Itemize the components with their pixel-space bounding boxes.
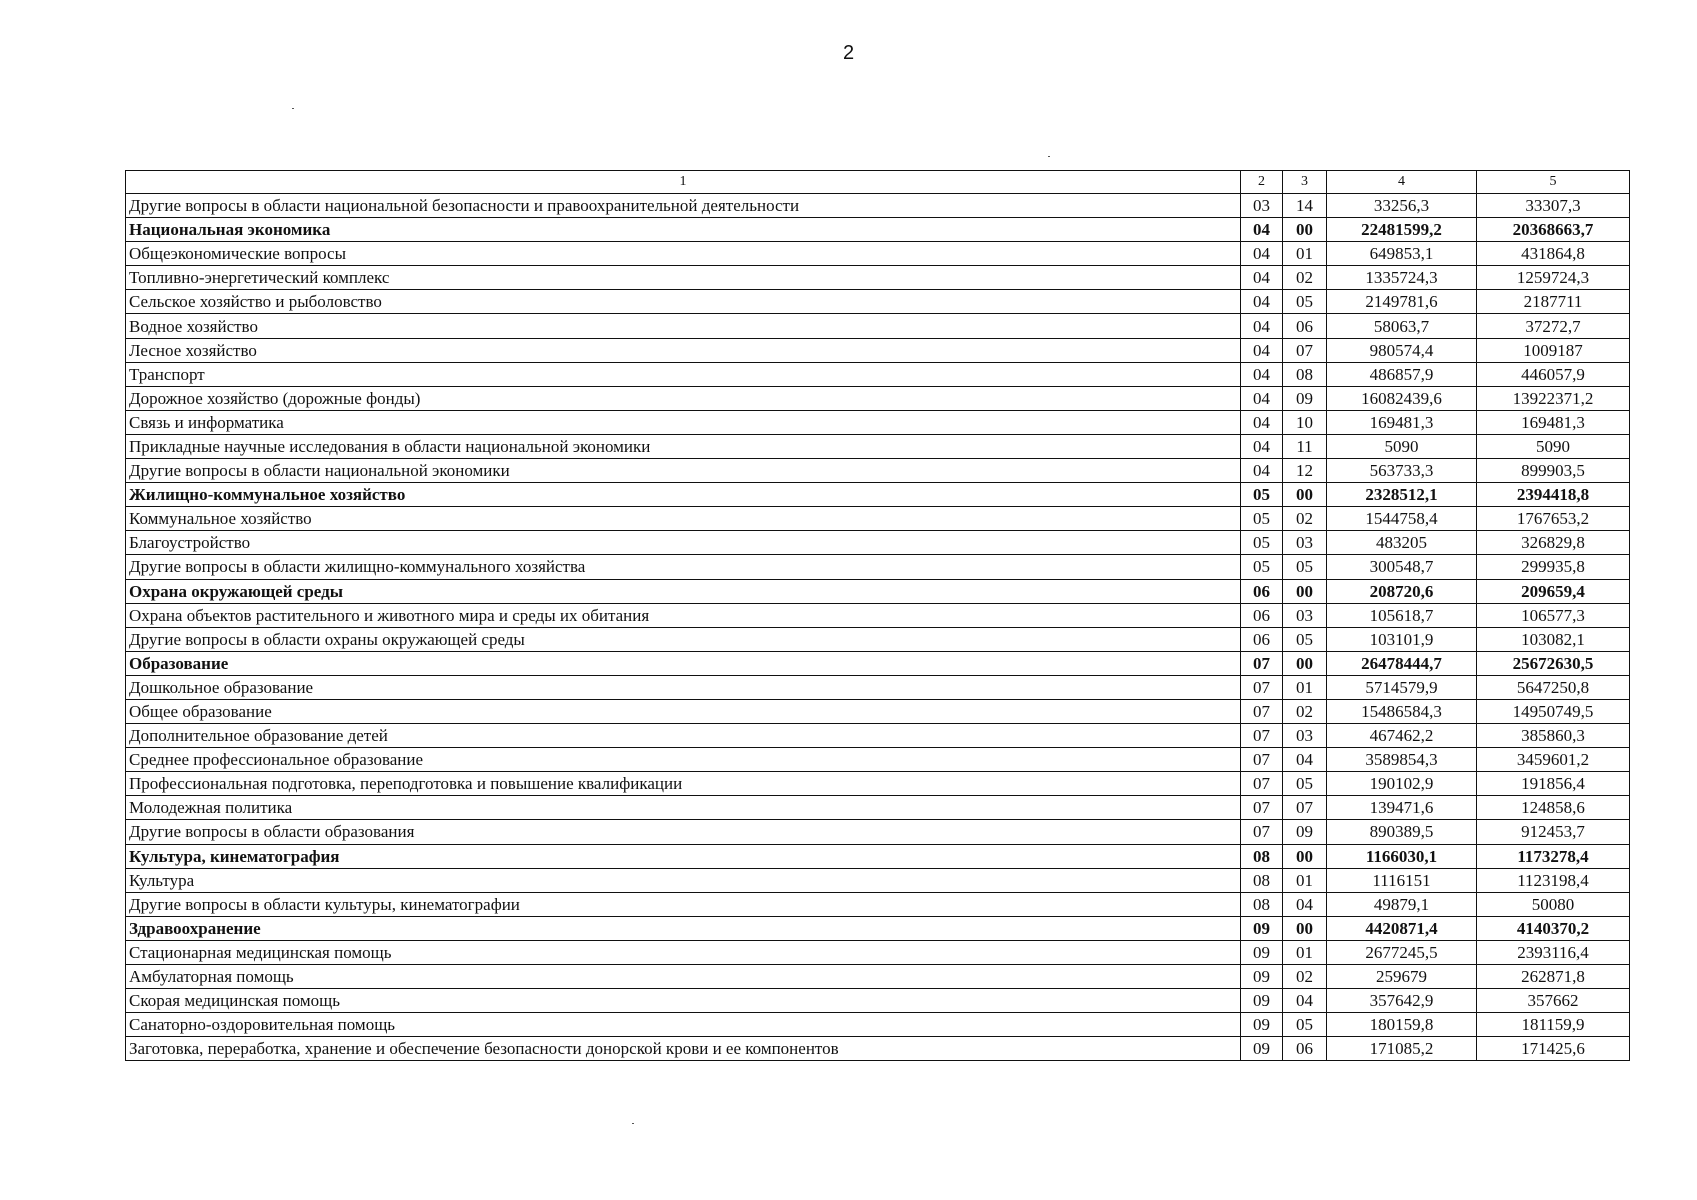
row-section-code: 06 (1241, 603, 1283, 627)
row-amount-col-5: 326829,8 (1477, 531, 1630, 555)
row-amount-col-4: 103101,9 (1327, 627, 1477, 651)
row-amount-col-5: 1767653,2 (1477, 507, 1630, 531)
row-amount-col-4: 169481,3 (1327, 410, 1477, 434)
row-name: Лесное хозяйство (126, 338, 1241, 362)
row-subsection-code: 05 (1283, 290, 1327, 314)
row-amount-col-4: 4420871,4 (1327, 916, 1477, 940)
row-name: Другие вопросы в области национальной безопасности и правоохранительной деятельности (126, 194, 1241, 218)
row-amount-col-5: 50080 (1477, 892, 1630, 916)
row-amount-col-5: 899903,5 (1477, 459, 1630, 483)
row-name: Топливно-энергетический комплекс (126, 266, 1241, 290)
row-amount-col-4: 16082439,6 (1327, 386, 1477, 410)
row-section-code: 04 (1241, 410, 1283, 434)
row-section-code: 08 (1241, 844, 1283, 868)
table-header-row (126, 171, 1630, 194)
table-row (126, 242, 1630, 266)
row-section-code: 09 (1241, 1013, 1283, 1037)
table-row (126, 266, 1630, 290)
row-amount-col-5: 1009187 (1477, 338, 1630, 362)
row-amount-col-4: 33256,3 (1327, 194, 1477, 218)
row-subsection-code: 02 (1283, 266, 1327, 290)
row-amount-col-4: 1335724,3 (1327, 266, 1477, 290)
row-amount-col-5: 25672630,5 (1477, 651, 1630, 675)
row-subsection-code: 00 (1283, 579, 1327, 603)
table-row (126, 675, 1630, 699)
row-amount-col-5: 3459601,2 (1477, 748, 1630, 772)
header-col-2: 2 (1241, 171, 1283, 194)
row-amount-col-4: 2328512,1 (1327, 483, 1477, 507)
row-amount-col-5: 446057,9 (1477, 362, 1630, 386)
row-amount-col-5: 1123198,4 (1477, 868, 1630, 892)
table-row (126, 1037, 1630, 1061)
row-subsection-code: 03 (1283, 724, 1327, 748)
row-name: Образование (126, 651, 1241, 675)
row-subsection-code: 04 (1283, 748, 1327, 772)
scan-speck (1048, 156, 1050, 157)
row-amount-col-4: 890389,5 (1327, 820, 1477, 844)
row-section-code: 07 (1241, 796, 1283, 820)
row-amount-col-5: 106577,3 (1477, 603, 1630, 627)
row-amount-col-5: 191856,4 (1477, 772, 1630, 796)
row-section-code: 03 (1241, 194, 1283, 218)
row-amount-col-5: 262871,8 (1477, 965, 1630, 989)
row-section-code: 09 (1241, 965, 1283, 989)
row-amount-col-5: 103082,1 (1477, 627, 1630, 651)
row-subsection-code: 05 (1283, 555, 1327, 579)
table-row (126, 989, 1630, 1013)
row-name: Другие вопросы в области охраны окружающей среды (126, 627, 1241, 651)
table-row (126, 579, 1630, 603)
table-row (126, 699, 1630, 723)
row-subsection-code: 09 (1283, 820, 1327, 844)
row-subsection-code: 00 (1283, 844, 1327, 868)
row-name: Другие вопросы в области образования (126, 820, 1241, 844)
row-section-code: 04 (1241, 242, 1283, 266)
table-row (126, 916, 1630, 940)
row-amount-col-4: 15486584,3 (1327, 699, 1477, 723)
row-amount-col-4: 26478444,7 (1327, 651, 1477, 675)
row-amount-col-4: 259679 (1327, 965, 1477, 989)
row-amount-col-4: 3589854,3 (1327, 748, 1477, 772)
row-name: Заготовка, переработка, хранение и обеспечение безопасности донорской крови и ее компонентов (126, 1037, 1241, 1061)
row-section-code: 04 (1241, 290, 1283, 314)
row-amount-col-5: 4140370,2 (1477, 916, 1630, 940)
row-subsection-code: 06 (1283, 1037, 1327, 1061)
row-section-code: 04 (1241, 338, 1283, 362)
row-amount-col-5: 169481,3 (1477, 410, 1630, 434)
row-name: Водное хозяйство (126, 314, 1241, 338)
row-name: Здравоохранение (126, 916, 1241, 940)
row-amount-col-4: 1116151 (1327, 868, 1477, 892)
row-subsection-code: 02 (1283, 507, 1327, 531)
table-row (126, 651, 1630, 675)
table-row (126, 314, 1630, 338)
row-subsection-code: 05 (1283, 772, 1327, 796)
row-subsection-code: 07 (1283, 338, 1327, 362)
row-subsection-code: 03 (1283, 531, 1327, 555)
row-amount-col-4: 357642,9 (1327, 989, 1477, 1013)
table-row (126, 410, 1630, 434)
row-subsection-code: 06 (1283, 314, 1327, 338)
table-row (126, 483, 1630, 507)
row-amount-col-5: 14950749,5 (1477, 699, 1630, 723)
row-amount-col-5: 431864,8 (1477, 242, 1630, 266)
table-row (126, 627, 1630, 651)
table-row (126, 218, 1630, 242)
row-amount-col-4: 300548,7 (1327, 555, 1477, 579)
table-row (126, 748, 1630, 772)
row-name: Транспорт (126, 362, 1241, 386)
row-subsection-code: 02 (1283, 965, 1327, 989)
row-section-code: 04 (1241, 314, 1283, 338)
row-subsection-code: 00 (1283, 218, 1327, 242)
row-section-code: 09 (1241, 916, 1283, 940)
row-section-code: 07 (1241, 820, 1283, 844)
row-subsection-code: 09 (1283, 386, 1327, 410)
row-amount-col-4: 1544758,4 (1327, 507, 1477, 531)
row-section-code: 04 (1241, 386, 1283, 410)
row-amount-col-4: 171085,2 (1327, 1037, 1477, 1061)
row-section-code: 05 (1241, 555, 1283, 579)
row-subsection-code: 04 (1283, 892, 1327, 916)
row-section-code: 07 (1241, 724, 1283, 748)
row-name: Связь и информатика (126, 410, 1241, 434)
row-name: Другие вопросы в области культуры, кинематографии (126, 892, 1241, 916)
row-name: Прикладные научные исследования в области национальной экономики (126, 434, 1241, 458)
row-amount-col-5: 124858,6 (1477, 796, 1630, 820)
row-subsection-code: 00 (1283, 483, 1327, 507)
row-subsection-code: 05 (1283, 1013, 1327, 1037)
row-section-code: 08 (1241, 868, 1283, 892)
row-amount-col-4: 563733,3 (1327, 459, 1477, 483)
row-subsection-code: 02 (1283, 699, 1327, 723)
row-name: Молодежная политика (126, 796, 1241, 820)
table-row (126, 603, 1630, 627)
row-amount-col-5: 299935,8 (1477, 555, 1630, 579)
row-name: Другие вопросы в области жилищно-коммунального хозяйства (126, 555, 1241, 579)
row-name: Охрана объектов растительного и животного мира и среды их обитания (126, 603, 1241, 627)
row-name: Благоустройство (126, 531, 1241, 555)
row-name: Охрана окружающей среды (126, 579, 1241, 603)
row-subsection-code: 14 (1283, 194, 1327, 218)
row-amount-col-4: 486857,9 (1327, 362, 1477, 386)
row-section-code: 06 (1241, 627, 1283, 651)
table-row (126, 965, 1630, 989)
table-row (126, 1013, 1630, 1037)
row-name: Общее образование (126, 699, 1241, 723)
page-number: 2 (842, 42, 855, 64)
row-amount-col-4: 467462,2 (1327, 724, 1477, 748)
row-subsection-code: 08 (1283, 362, 1327, 386)
table-row (126, 892, 1630, 916)
row-name: Стационарная медицинская помощь (126, 940, 1241, 964)
row-amount-col-5: 37272,7 (1477, 314, 1630, 338)
row-name: Дошкольное образование (126, 675, 1241, 699)
row-subsection-code: 00 (1283, 651, 1327, 675)
row-amount-col-4: 190102,9 (1327, 772, 1477, 796)
row-subsection-code: 01 (1283, 675, 1327, 699)
table-row (126, 940, 1630, 964)
row-section-code: 07 (1241, 699, 1283, 723)
table-row (126, 724, 1630, 748)
row-section-code: 08 (1241, 892, 1283, 916)
row-subsection-code: 07 (1283, 796, 1327, 820)
row-section-code: 09 (1241, 940, 1283, 964)
row-subsection-code: 11 (1283, 434, 1327, 458)
table-row (126, 844, 1630, 868)
scan-speck (292, 108, 294, 109)
table-row (126, 772, 1630, 796)
row-name: Культура (126, 868, 1241, 892)
row-name: Амбулаторная помощь (126, 965, 1241, 989)
row-name: Национальная экономика (126, 218, 1241, 242)
table-row (126, 386, 1630, 410)
table-row (126, 868, 1630, 892)
table-row (126, 459, 1630, 483)
row-amount-col-5: 385860,3 (1477, 724, 1630, 748)
row-amount-col-5: 5090 (1477, 434, 1630, 458)
row-section-code: 04 (1241, 362, 1283, 386)
row-amount-col-5: 2187711 (1477, 290, 1630, 314)
row-section-code: 05 (1241, 531, 1283, 555)
header-col-5: 5 (1477, 171, 1630, 194)
table-row (126, 338, 1630, 362)
row-subsection-code: 01 (1283, 940, 1327, 964)
row-amount-col-4: 58063,7 (1327, 314, 1477, 338)
row-subsection-code: 05 (1283, 627, 1327, 651)
row-amount-col-5: 1173278,4 (1477, 844, 1630, 868)
row-amount-col-5: 5647250,8 (1477, 675, 1630, 699)
table-row (126, 555, 1630, 579)
table-row (126, 820, 1630, 844)
row-amount-col-5: 209659,4 (1477, 579, 1630, 603)
header-col-4: 4 (1327, 171, 1477, 194)
row-section-code: 04 (1241, 218, 1283, 242)
row-amount-col-5: 20368663,7 (1477, 218, 1630, 242)
row-section-code: 07 (1241, 675, 1283, 699)
row-amount-col-4: 139471,6 (1327, 796, 1477, 820)
scan-speck (632, 1123, 634, 1124)
row-amount-col-4: 649853,1 (1327, 242, 1477, 266)
row-section-code: 07 (1241, 748, 1283, 772)
row-name: Другие вопросы в области национальной экономики (126, 459, 1241, 483)
table-row (126, 507, 1630, 531)
row-section-code: 04 (1241, 434, 1283, 458)
row-section-code: 07 (1241, 772, 1283, 796)
row-section-code: 06 (1241, 579, 1283, 603)
row-name: Скорая медицинская помощь (126, 989, 1241, 1013)
row-subsection-code: 10 (1283, 410, 1327, 434)
table-row (126, 434, 1630, 458)
row-amount-col-5: 33307,3 (1477, 194, 1630, 218)
row-amount-col-5: 2393116,4 (1477, 940, 1630, 964)
row-amount-col-4: 1166030,1 (1327, 844, 1477, 868)
table-row (126, 796, 1630, 820)
row-amount-col-5: 181159,9 (1477, 1013, 1630, 1037)
row-section-code: 05 (1241, 483, 1283, 507)
row-name: Жилищно-коммунальное хозяйство (126, 483, 1241, 507)
row-name: Дополнительное образование детей (126, 724, 1241, 748)
table-row (126, 531, 1630, 555)
row-name: Сельское хозяйство и рыболовство (126, 290, 1241, 314)
row-amount-col-5: 171425,6 (1477, 1037, 1630, 1061)
budget-table (125, 170, 1630, 1061)
row-subsection-code: 01 (1283, 242, 1327, 266)
row-amount-col-4: 2677245,5 (1327, 940, 1477, 964)
row-amount-col-4: 49879,1 (1327, 892, 1477, 916)
row-subsection-code: 04 (1283, 989, 1327, 1013)
row-amount-col-4: 105618,7 (1327, 603, 1477, 627)
table-body (126, 194, 1630, 1061)
row-name: Культура, кинематография (126, 844, 1241, 868)
row-amount-col-5: 912453,7 (1477, 820, 1630, 844)
row-amount-col-4: 5714579,9 (1327, 675, 1477, 699)
row-amount-col-4: 180159,8 (1327, 1013, 1477, 1037)
row-name: Коммунальное хозяйство (126, 507, 1241, 531)
row-section-code: 04 (1241, 459, 1283, 483)
row-amount-col-4: 22481599,2 (1327, 218, 1477, 242)
row-subsection-code: 01 (1283, 868, 1327, 892)
row-subsection-code: 12 (1283, 459, 1327, 483)
row-amount-col-5: 357662 (1477, 989, 1630, 1013)
row-name: Профессиональная подготовка, переподготовка и повышение квалификации (126, 772, 1241, 796)
row-amount-col-4: 2149781,6 (1327, 290, 1477, 314)
table-row (126, 290, 1630, 314)
row-section-code: 07 (1241, 651, 1283, 675)
row-amount-col-4: 5090 (1327, 434, 1477, 458)
table-row (126, 362, 1630, 386)
row-amount-col-5: 13922371,2 (1477, 386, 1630, 410)
row-name: Общеэкономические вопросы (126, 242, 1241, 266)
row-name: Санаторно-оздоровительная помощь (126, 1013, 1241, 1037)
row-section-code: 05 (1241, 507, 1283, 531)
row-amount-col-5: 1259724,3 (1477, 266, 1630, 290)
row-name: Дорожное хозяйство (дорожные фонды) (126, 386, 1241, 410)
row-amount-col-4: 980574,4 (1327, 338, 1477, 362)
row-amount-col-5: 2394418,8 (1477, 483, 1630, 507)
table-row (126, 194, 1630, 218)
row-section-code: 09 (1241, 989, 1283, 1013)
row-amount-col-4: 483205 (1327, 531, 1477, 555)
row-amount-col-4: 208720,6 (1327, 579, 1477, 603)
header-col-1: 1 (126, 171, 1241, 194)
row-name: Среднее профессиональное образование (126, 748, 1241, 772)
row-section-code: 09 (1241, 1037, 1283, 1061)
header-col-3: 3 (1283, 171, 1327, 194)
row-subsection-code: 03 (1283, 603, 1327, 627)
row-section-code: 04 (1241, 266, 1283, 290)
row-subsection-code: 00 (1283, 916, 1327, 940)
